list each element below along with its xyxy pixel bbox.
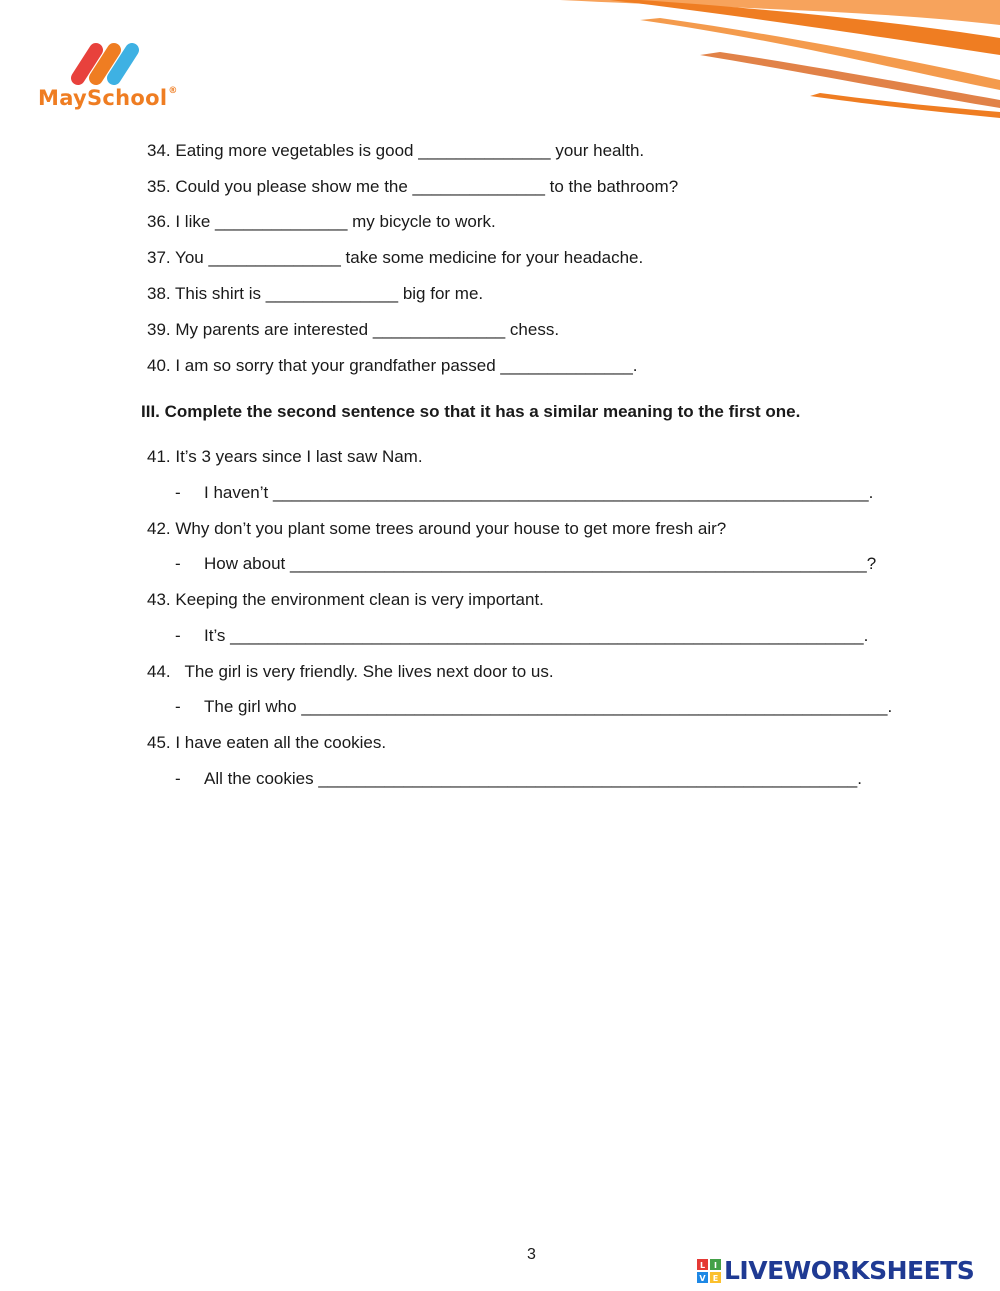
question-42: 42. Why don’t you plant some trees around your house to get more fresh air? [147,519,727,538]
bullet-dash: - [175,483,181,502]
question-44: 44. The girl is very friendly. She lives next door to us. [147,662,554,681]
bullet-dash: - [175,554,181,573]
answer-line-43[interactable] [175,626,868,646]
question-43: 43. Keeping the environment clean is very important. [147,590,544,609]
answer-prompt-45: All the cookies _________________________________________________________. [204,769,862,788]
question-41: 41. It’s 3 years since I last saw Nam. [147,447,423,466]
answer-line-42[interactable] [175,554,876,574]
lw-icon-letter-i: I [714,1261,717,1270]
question-38: 38. This shirt is ______________ big for me. [147,284,484,303]
question-39: 39. My parents are interested ______________ chess. [147,320,560,339]
bullet-dash: - [175,626,181,645]
answer-line-41[interactable] [175,483,873,503]
question-36: 36. I like ______________ my bicycle to work. [147,212,496,231]
answer-prompt-41: I haven’t _______________________________________________________________. [204,483,874,502]
question-45: 45. I have eaten all the cookies. [147,733,387,752]
answer-line-44[interactable] [175,697,892,717]
page-number: 3 [527,1246,536,1263]
liveworksheets-wordmark: LIVEWORKSHEETS [724,1256,975,1285]
lw-icon-letter-l: L [699,1261,706,1270]
liveworksheets-blocks-icon [697,1259,721,1283]
bullet-dash: - [175,697,181,716]
answer-prompt-42: How about _____________________________________________________________? [204,554,877,573]
section-3-heading: III. Complete the second sentence so that it has a similar meaning to the first one. [141,402,801,421]
mayschool-logo [38,40,178,120]
question-35: 35. Could you please show me the ______________ to the bathroom? [147,177,679,196]
question-34: 34. Eating more vegetables is good ______________ your health. [147,141,645,160]
bullet-dash: - [175,769,181,788]
question-40: 40. I am so sorry that your grandfather passed ______________. [147,356,638,375]
answer-prompt-44: The girl who ______________________________________________________________. [204,697,893,716]
answer-prompt-43: It’s ___________________________________________________________________. [204,626,869,645]
mayschool-logo-text: MaySchool® [38,86,178,110]
question-37: 37. You ______________ take some medicine for your headache. [147,248,644,267]
mayschool-logo-mark-icon [66,40,146,86]
lw-icon-letter-e: E [712,1274,719,1283]
answer-line-45[interactable] [175,769,862,789]
lw-icon-letter-v: V [699,1274,706,1283]
